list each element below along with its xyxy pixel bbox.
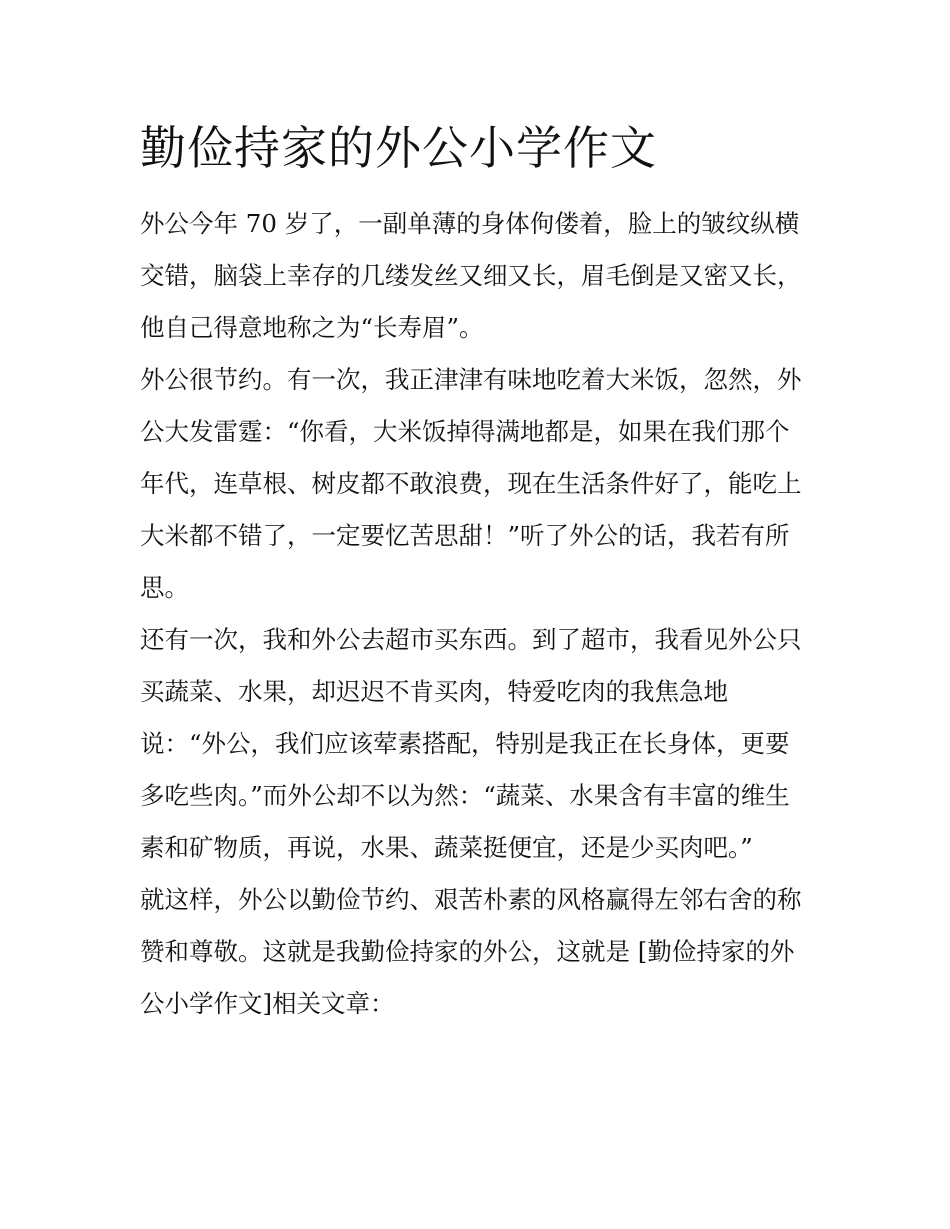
text-line: 外公今年 70 岁了，一副单薄的身体佝偻着，脸上的皱纹纵横 bbox=[140, 209, 800, 238]
text-line: 年代，连草根、树皮都不敢浪费，现在生活条件好了，能吃上 bbox=[140, 469, 802, 498]
text-line: 他自己得意地称之为“长寿眉”。 bbox=[140, 313, 484, 342]
document-body bbox=[140, 198, 830, 1030]
text-line: 赞和尊敬。这就是我勤俭持家的外公，这就是 [勤俭持家的外 bbox=[140, 937, 795, 966]
text-line: 还有一次，我和外公去超市买东西。到了超市，我看见外公只 bbox=[140, 625, 802, 654]
text-line: 买蔬菜、水果，却迟迟不肯买肉，特爱吃肉的我焦急地 bbox=[140, 677, 728, 706]
text-line: 素和矿物质，再说，水果、蔬菜挺便宜，还是少买肉吧。” bbox=[140, 833, 753, 862]
text-line: 就这样，外公以勤俭节约、艰苦朴素的风格赢得左邻右舍的称 bbox=[140, 885, 802, 914]
text-line: 说：“外公，我们应该荤素搭配，特别是我正在长身体，更要 bbox=[140, 729, 790, 758]
text-line: 大米都不错了，一定要忆苦思甜！”听了外公的话，我若有所 bbox=[140, 521, 790, 550]
text-line: 多吃些肉。”而外公却不以为然：“蔬菜、水果含有丰富的维生 bbox=[140, 781, 790, 810]
text-line: 公大发雷霆：“你看，大米饭掉得满地都是，如果在我们那个 bbox=[140, 417, 790, 446]
text-line: 思。 bbox=[140, 573, 189, 602]
document-title: 勤俭持家的外公小学作文 bbox=[140, 121, 657, 175]
text-line: 公小学作文]相关文章： bbox=[140, 989, 395, 1018]
text-line: 外公很节约。有一次，我正津津有味地吃着大米饭，忽然，外 bbox=[140, 365, 802, 394]
text-line: 交错，脑袋上幸存的几缕发丝又细又长，眉毛倒是又密又长， bbox=[140, 261, 802, 290]
